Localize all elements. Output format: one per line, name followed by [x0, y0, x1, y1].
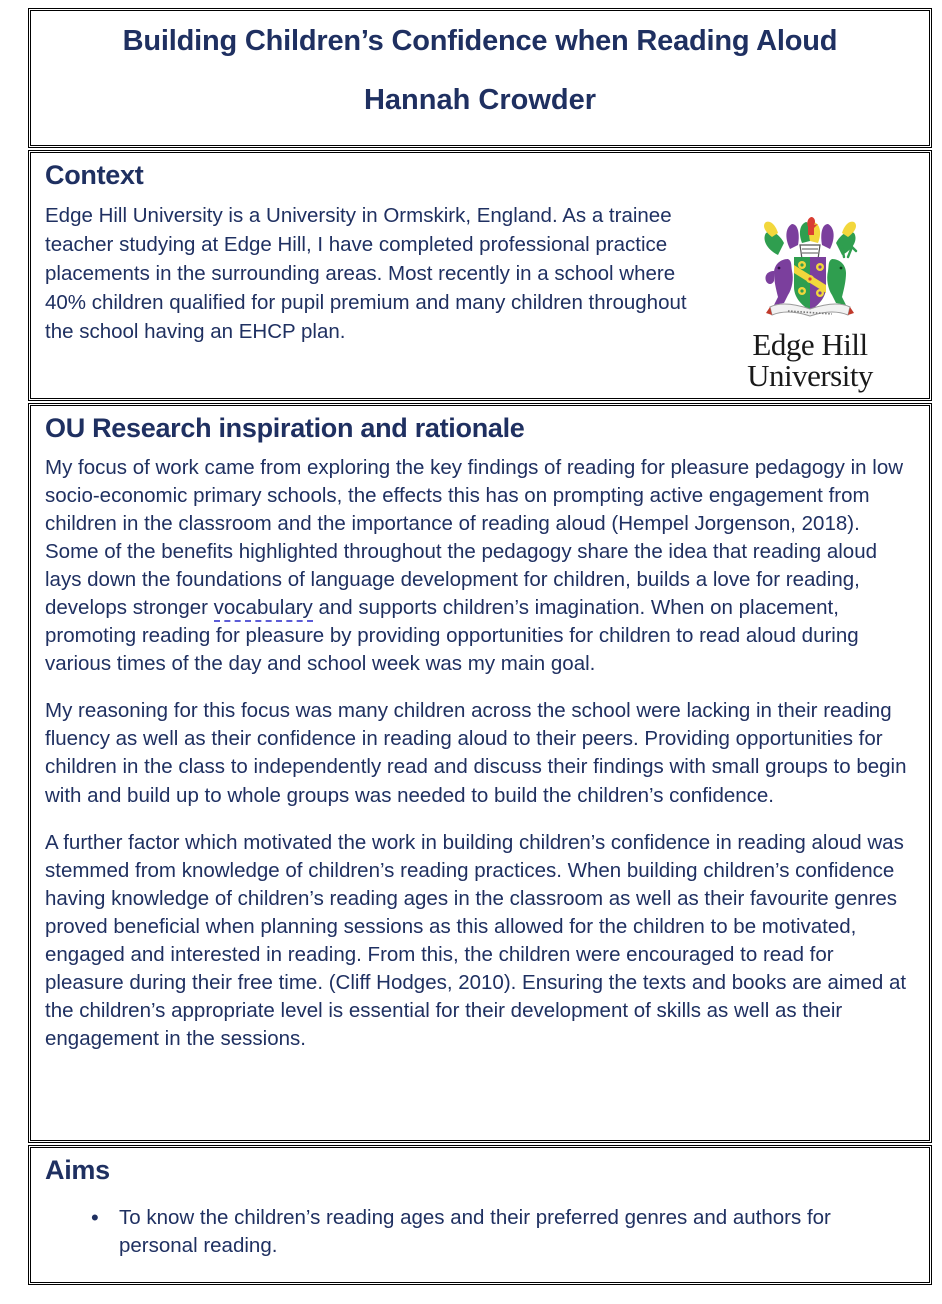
research-paragraph-2: My reasoning for this focus was many children across the school were lacking in their reading fluency as well as their confidence in reading aloud to their peers. Providing opportunities for children in the class to independently read and discuss their findings with small groups to begin with and build up to whole groups was needed to build the children’s confidence. — [45, 699, 907, 807]
research-paragraph-3: A further factor which motivated the work in building children’s confidence in reading aloud was stemmed from knowledge of children’s reading practices. When building children’s confidence having knowledge of children’s reading ages in the classroom as well as their favourite genres proved beneficial when planning sessions as this allowed for the children to be motivated, engaged and interested in reading. From this, the children were encouraged to read for pleasure during their free time. (Cliff Hodges, 2010). Ensuring the texts and books are aimed at the children’s appropriate level is essential for their development of skills as well as their engagement in the sessions. — [45, 830, 907, 1051]
research-paragraph-1 — [45, 454, 915, 679]
author-name: Hannah Crowder — [363, 84, 597, 117]
title-block — [28, 8, 932, 148]
list-item: • To know the children’s reading ages and their preferred genres and authors for personal reading. — [91, 1204, 915, 1260]
context-heading: Context — [45, 160, 144, 190]
context-layout — [45, 201, 915, 391]
logo-wordmark — [747, 326, 873, 393]
context-section — [28, 150, 932, 401]
coat-of-arms-icon — [744, 215, 876, 327]
edge-hill-university-logo — [705, 201, 915, 391]
context-text — [45, 201, 705, 347]
research-heading: OU Research inspiration and rationale — [45, 413, 525, 443]
research-section — [28, 403, 932, 1143]
spellcheck-flagged-word[interactable]: vocabulary — [214, 596, 313, 622]
research-paragraph-1-post: and supports children’s imagination. When on placement, promoting reading for pleasure by providing opportunities for children to read aloud during various times of the day and school week was my main goal. — [45, 596, 859, 676]
aims-list — [45, 1204, 915, 1260]
aims-section — [28, 1145, 932, 1285]
logo-line-2: University — [747, 357, 873, 393]
research-paragraph-1-pre: My focus of work came from exploring the key findings of reading for pleasure pedagogy in low socio-economic primary schools, the effects this has on prompting active engagement from children in the classroom and the importance of reading aloud (Hempel Jorgenson, 2018). Some of the benefits highlighted throughout the pedagogy share the idea that reading aloud lays down the foundations of language development for children, builds a love for reading, develops stronger — [45, 455, 904, 620]
logo-line-1: Edge Hill — [752, 326, 868, 362]
page-title: Building Children’s Confidence when Reading Aloud — [122, 25, 838, 57]
context-paragraph: Edge Hill University is a University in Ormskirk, England. As a trainee teacher studying at Edge Hill, I have completed professional practice placements in the surrounding areas. Most recently in a school where 40% children qualified for pupil premium and many children throughout the school having an EHCP plan. — [45, 203, 687, 344]
aims-heading: Aims — [45, 1155, 110, 1185]
